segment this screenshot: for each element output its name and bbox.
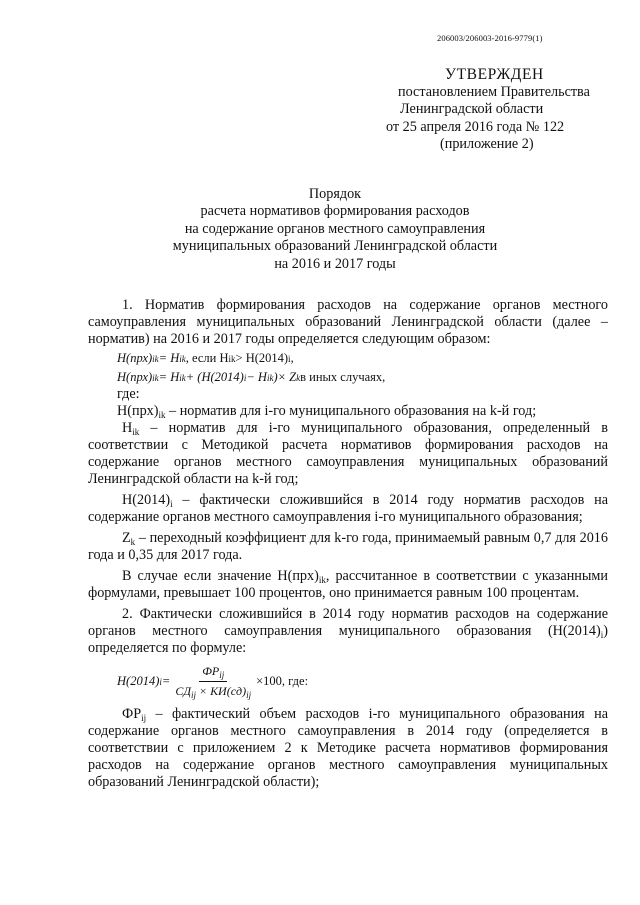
heading-line: расчета нормативов формирования расходов	[200, 203, 470, 220]
formula-text: ,	[290, 351, 294, 365]
formula-text: ×100	[256, 674, 282, 688]
definition-item	[88, 530, 608, 564]
formula-sub: ij	[190, 690, 196, 700]
paragraph-case	[88, 568, 608, 602]
formula-text: H(прх)	[117, 370, 153, 384]
formula-2: H(прх) ik = H ik + (H(2014) i − H ik )× Z k в иных случаях,	[117, 370, 386, 384]
paragraph-1: 1. Норматив формирования расходов на содержание органов местного самоуправления муниципальных образований Ленинградской области (далее – норматив) на 2016 и 2017 годы определяется следующим образом:	[88, 297, 608, 347]
definition-term: H(прх)	[117, 403, 159, 419]
approval-line: Ленинградской области	[400, 101, 544, 118]
formula-text: = H	[158, 351, 180, 365]
definition-text: – переходный коэффициент для k-го года, принимаемый равным 0,7 для 2016 года и 0,35 для 2017 года.	[88, 530, 608, 563]
definition-item	[117, 403, 608, 420]
approval-line: постановлением Правительства	[398, 83, 590, 100]
paragraph-text: В случае если значение H(прх)	[122, 568, 319, 584]
definition-sub: ij	[141, 713, 147, 723]
heading-line: муниципальных образований Ленинградской области	[172, 238, 498, 255]
formula-text: ФP	[202, 664, 220, 678]
formula-text: =	[161, 674, 171, 688]
heading-line: на содержание органов местного самоуправления	[184, 220, 486, 237]
document-id: 206003/206003-2016-9779(1)	[437, 33, 543, 43]
formula-text: > H(2014)	[235, 351, 289, 365]
definition-text: – норматив для i-го муниципального образования на k-й год;	[165, 403, 537, 419]
formula-text: H(прх)	[117, 351, 153, 365]
where-label: где:	[117, 386, 140, 402]
paragraph-text: 2. Фактически сложившийся в 2014 году норматив расходов на содержание органов местного самоуправления муниципального образования (H(2014)	[88, 606, 608, 639]
approval-block	[386, 66, 640, 154]
formula-text: + (H(2014)	[185, 370, 244, 384]
definition-item	[88, 492, 608, 526]
paragraph-text: , рассчитанное в соответствии с указанными формулами, превышает 100 процентов, оно принимается равным 100 процентам.	[88, 568, 608, 601]
formula-text: H(2014)	[117, 674, 160, 688]
approval-line: от 25 апреля 2016 года № 122	[386, 118, 565, 135]
formula-sub: ij	[219, 670, 225, 680]
formula-fraction	[172, 663, 254, 700]
formula-text: × КИ(сд)	[195, 684, 247, 698]
approval-line: (приложение 2)	[440, 136, 534, 153]
heading-line: на 2016 и 2017 годы	[274, 255, 396, 272]
definition-term: Z	[122, 530, 131, 546]
formula-text: в иных случаях,	[300, 370, 386, 384]
formula-text: , где:	[281, 674, 309, 688]
paragraph-text: ) определяется по формуле:	[88, 623, 608, 656]
definition-term: H	[122, 420, 133, 436]
fraction-denominator	[172, 682, 254, 700]
definition-term: H(2014)	[122, 492, 171, 508]
paragraph-sub: i	[600, 630, 604, 640]
heading-line: Порядок	[308, 186, 362, 202]
formula-text: )× Z	[273, 370, 297, 384]
approval-title: УТВЕРЖДЕН	[445, 66, 544, 83]
formula-1: H(прх) ik = H ik , если H ik > H(2014) i ,	[117, 351, 294, 365]
formula-3: H(2014) i = $\frac{ФP_{ij}}{СД_{ij} \times КИ(сд)_{ij}}$ ×100 , где:	[117, 664, 309, 700]
document-heading	[100, 186, 570, 273]
formula-text: СД	[175, 684, 191, 698]
definition-text: – норматив для i-го муниципального образования, определенный в соответствии с Методикой расчета нормативов формирования расходов на содержание органов местного самоуправления муниципальных образований Ленинградской области на k-й год;	[88, 420, 608, 487]
definition-sub: ik	[132, 427, 140, 437]
definition-text: – фактический объем расходов i-го муниципального образования на содержание органов местного самоуправления в 2014 году (определяется в соответствии с приложением 2 к Методике расчета нормативов формирования расходов на содержание органов местного самоуправления муниципальных образований Ленинградской области);	[88, 706, 608, 790]
definition-item	[88, 420, 608, 488]
paragraph-2	[88, 606, 608, 657]
document-body	[88, 297, 608, 791]
definition-text: – фактически сложившийся в 2014 году норматив расходов на содержание органов местного самоуправления i-го муниципального образования;	[88, 492, 608, 525]
definition-sub: i	[170, 499, 173, 509]
definition-item	[88, 706, 608, 791]
formula-text: , если H	[185, 351, 229, 365]
formula-text: = H	[158, 370, 180, 384]
definition-sub: k	[130, 537, 136, 547]
definition-sub: ik	[158, 410, 166, 420]
formula-sub: ij	[246, 690, 252, 700]
formula-text: − H	[246, 370, 267, 384]
definition-term: ФР	[122, 706, 142, 722]
paragraph-sub: ik	[318, 575, 326, 585]
fraction-numerator	[199, 663, 227, 682]
